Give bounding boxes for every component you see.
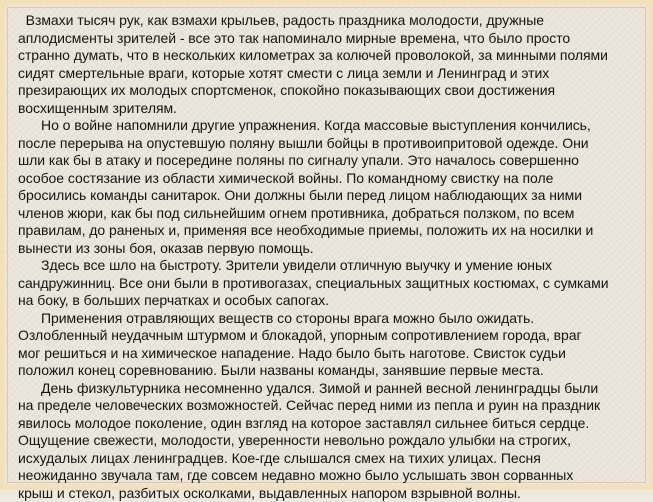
text-line: презирающих их молодых спортсменок, спокойно показывающих свои достижения — [18, 82, 646, 100]
text-line: особое состязание из области химической войны. По командному свистку на поле — [18, 170, 646, 188]
text-line: шли как бы в атаку и посередине поляны по сигналу упали. Это началось совершенно — [18, 152, 646, 170]
text-line: вынести из зоны боя, оказав первую помощь. — [18, 240, 646, 258]
text-line: Озлобленный неудачным штурмом и блокадой, упорным сопротивлением города, враг — [18, 327, 646, 345]
text-line: положил конец соревнованию. Были названы команды, занявшие первые места. — [18, 362, 646, 380]
text-line: Ощущение свежести, молодости, уверенности невольно рождало улыбки на строгих, — [18, 432, 646, 450]
text-line: сидят смертельные враги, которые хотят смести с лица земли и Ленинград и этих — [18, 65, 646, 83]
text-line: странно думать, что в нескольких километрах за колючей проволокой, за минными полями — [18, 47, 646, 65]
text-line: на боку, в больших перчатках и особых сапогах. — [18, 292, 646, 310]
text-line: аплодисменты зрителей - все это так напоминало мирные времена, что было просто — [18, 30, 646, 48]
text-line: после перерыва на опустевшую поляну вышли бойцы в противоипритовой одежде. Они — [18, 135, 646, 153]
text-line: неожиданно звучала там, где совсем недавно можно было услышать звон сорванных — [18, 467, 646, 485]
text-line: Взмахи тысяч рук, как взмахи крыльев, радость праздника молодости, дружные — [18, 12, 646, 30]
text-line: крыш и стекол, разбитых осколками, выдавленных напором взрывной волны. — [18, 485, 646, 502]
text-line: членов жюри, как бы под сильнейшим огнем противника, добраться ползком, по всем — [18, 205, 646, 223]
text-line: День физкультурника несомненно удался. Зимой и ранней весной ленинградцы были — [18, 380, 646, 398]
text-line: Здесь все шло на быстроту. Зрители увидели отличную выучку и умение юных — [18, 257, 646, 275]
text-line: бросились команды санитарок. Они должны были перед лицом наблюдающих за ними — [18, 187, 646, 205]
text-line: сандружинниц. Все они были в противогазах, специальных защитных костюмах, с сумками — [18, 275, 646, 293]
text-line: на пределе человеческих возможностей. Сейчас перед ними из пепла и руин на праздник — [18, 397, 646, 415]
text-line: Применения отравляющих веществ со стороны врага можно было ожидать. — [18, 310, 646, 328]
text-line: Но о войне напомнили другие упражнения. Когда массовые выступления кончились, — [18, 117, 646, 135]
text-line: мог решиться и на химическое нападение. Надо было быть наготове. Свисток судьи — [18, 345, 646, 363]
text-line: исхудалых лицах ленинградцев. Кое-где слышался смех на тихих улицах. Песня — [18, 450, 646, 468]
text-line: явилось молодое поколение, один взгляд на которое заставлял сильнее биться сердце. — [18, 415, 646, 433]
text-line: правилам, до раненых и, применяя все необходимые приемы, положить их на носилки и — [18, 222, 646, 240]
text-line: восхищенным зрителям. — [18, 100, 646, 118]
text-body — [18, 12, 646, 502]
